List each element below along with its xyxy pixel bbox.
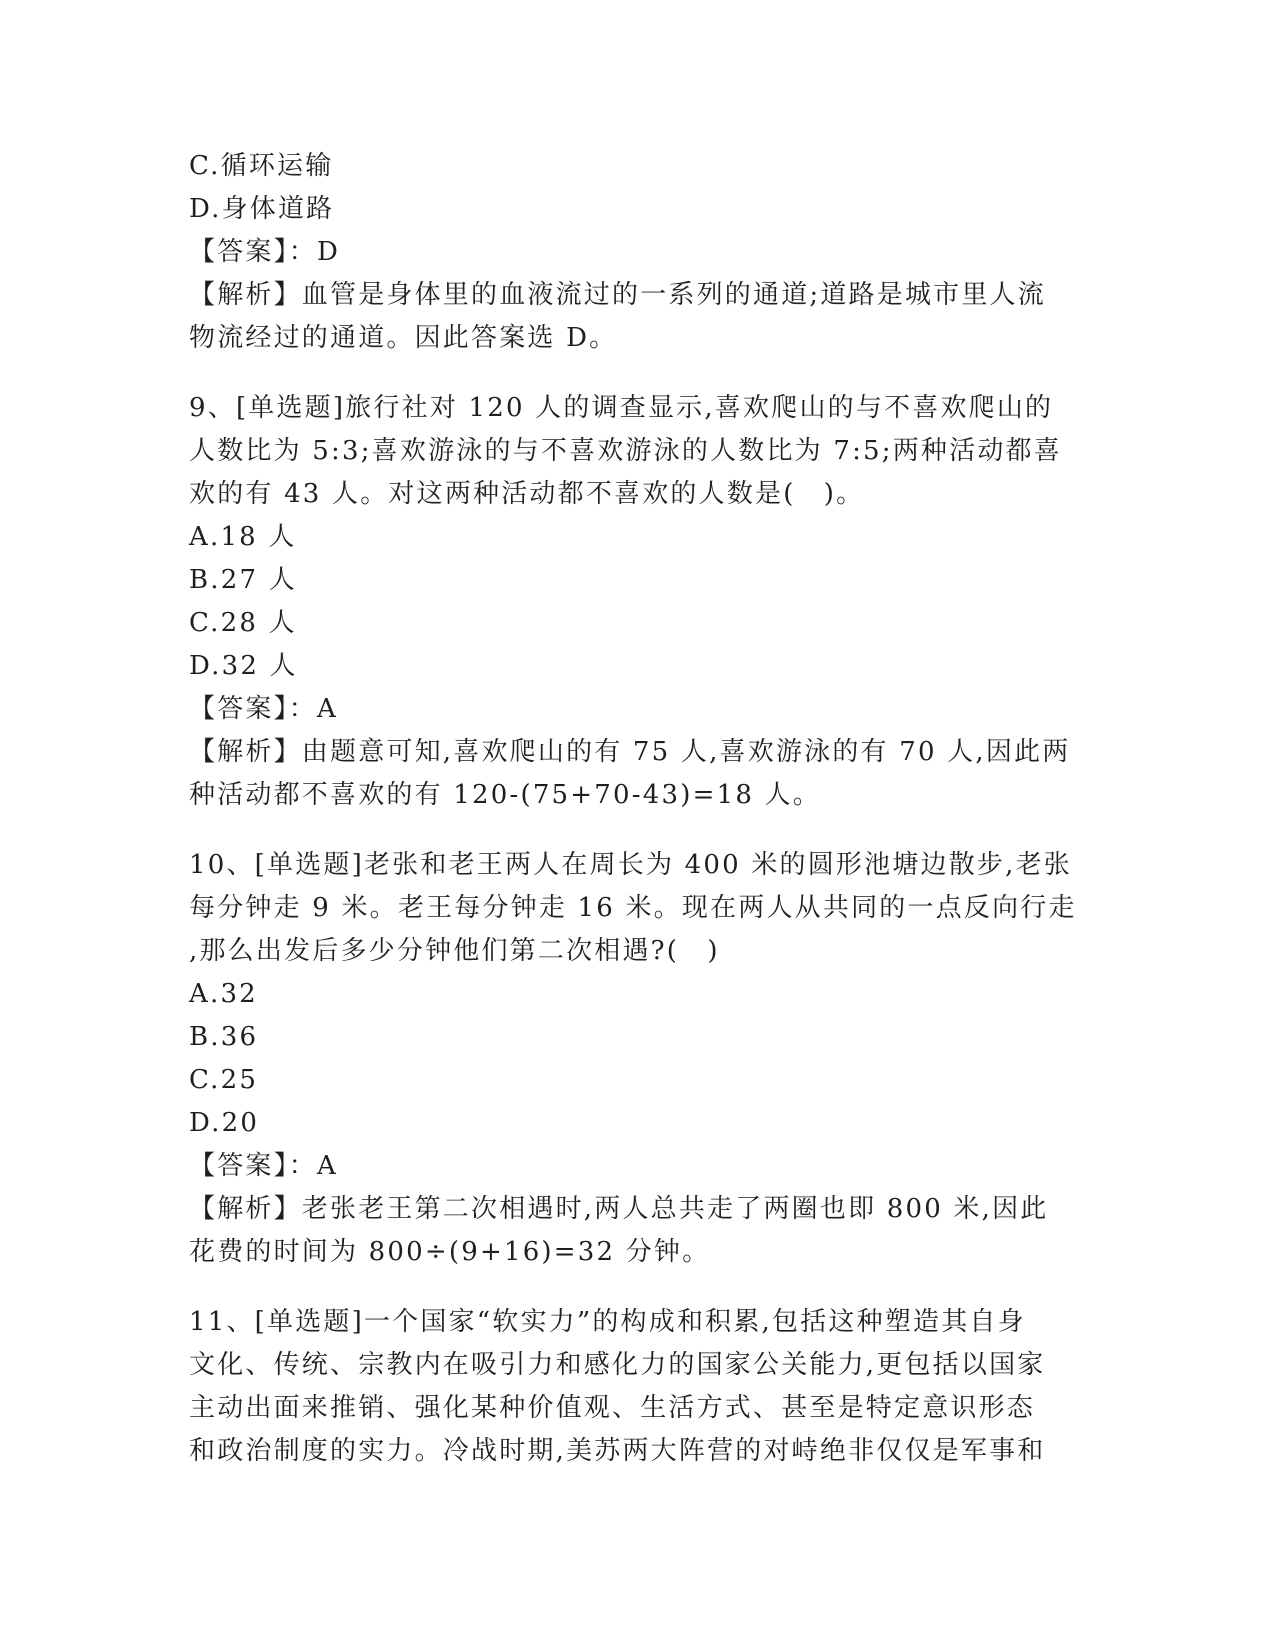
question-stem-line: ,那么出发后多少分钟他们第二次相遇?( ) [189, 936, 720, 966]
option-c: C.25 [189, 1065, 259, 1095]
prev-question-block [189, 145, 1089, 360]
question-10 [189, 844, 1089, 1274]
analysis-line: 【解析】血管是身体里的血液流过的一系列的通道;道路是城市里人流 [189, 280, 1046, 310]
answer-line: 【答案】：A [189, 694, 338, 724]
document-page [189, 145, 1089, 1473]
analysis-line: 花费的时间为 800÷(9+16)=32 分钟。 [189, 1237, 711, 1267]
analysis-line: 【解析】老张老王第二次相遇时,两人总共走了两圈也即 800 米,因此 [189, 1194, 1049, 1224]
spacer [189, 1274, 1089, 1301]
spacer [189, 360, 1089, 387]
question-stem-line: 11、[单选题]一个国家“软实力”的构成和积累,包括这种塑造其自身 [189, 1307, 1026, 1337]
question-stem-line: 9、[单选题]旅行社对 120 人的调查显示,喜欢爬山的与不喜欢爬山的 [189, 393, 1054, 423]
question-stem-line: 10、[单选题]老张和老王两人在周长为 400 米的圆形池塘边散步,老张 [189, 850, 1072, 880]
option-d: D.身体道路 [189, 194, 335, 224]
option-c: C.28 人 [189, 608, 297, 638]
question-stem-line: 和政治制度的实力。冷战时期,美苏两大阵营的对峙绝非仅仅是军事和 [189, 1436, 1046, 1466]
spacer [189, 817, 1089, 844]
analysis-line: 【解析】由题意可知,喜欢爬山的有 75 人,喜欢游泳的有 70 人,因此两 [189, 737, 1071, 767]
question-stem-line: 每分钟走 9 米。老王每分钟走 16 米。现在两人从共同的一点反向行走 [189, 893, 1077, 923]
option-c: C.循环运输 [189, 151, 334, 181]
option-a: A.32 [189, 979, 258, 1009]
question-9 [189, 387, 1089, 817]
answer-line: 【答案】：A [189, 1151, 338, 1181]
answer-line: 【答案】：D [189, 237, 341, 267]
option-d: D.20 [189, 1108, 260, 1138]
option-d: D.32 人 [189, 651, 298, 681]
analysis-line: 物流经过的通道。因此答案选 D。 [189, 323, 618, 353]
option-a: A.18 人 [189, 522, 297, 552]
question-11 [189, 1301, 1089, 1473]
question-stem-line: 文化、传统、宗教内在吸引力和感化力的国家公关能力,更包括以国家 [189, 1350, 1046, 1380]
option-b: B.36 [189, 1022, 259, 1052]
option-b: B.27 人 [189, 565, 297, 595]
question-stem-line: 人数比为 5:3;喜欢游泳的与不喜欢游泳的人数比为 7:5;两种活动都喜 [189, 436, 1062, 466]
analysis-line: 种活动都不喜欢的有 120-(75+70-43)=18 人。 [189, 780, 821, 810]
question-stem-line: 欢的有 43 人。对这两种活动都不喜欢的人数是( )。 [189, 479, 865, 509]
question-stem-line: 主动出面来推销、强化某种价值观、生活方式、甚至是特定意识形态 [189, 1393, 1036, 1423]
